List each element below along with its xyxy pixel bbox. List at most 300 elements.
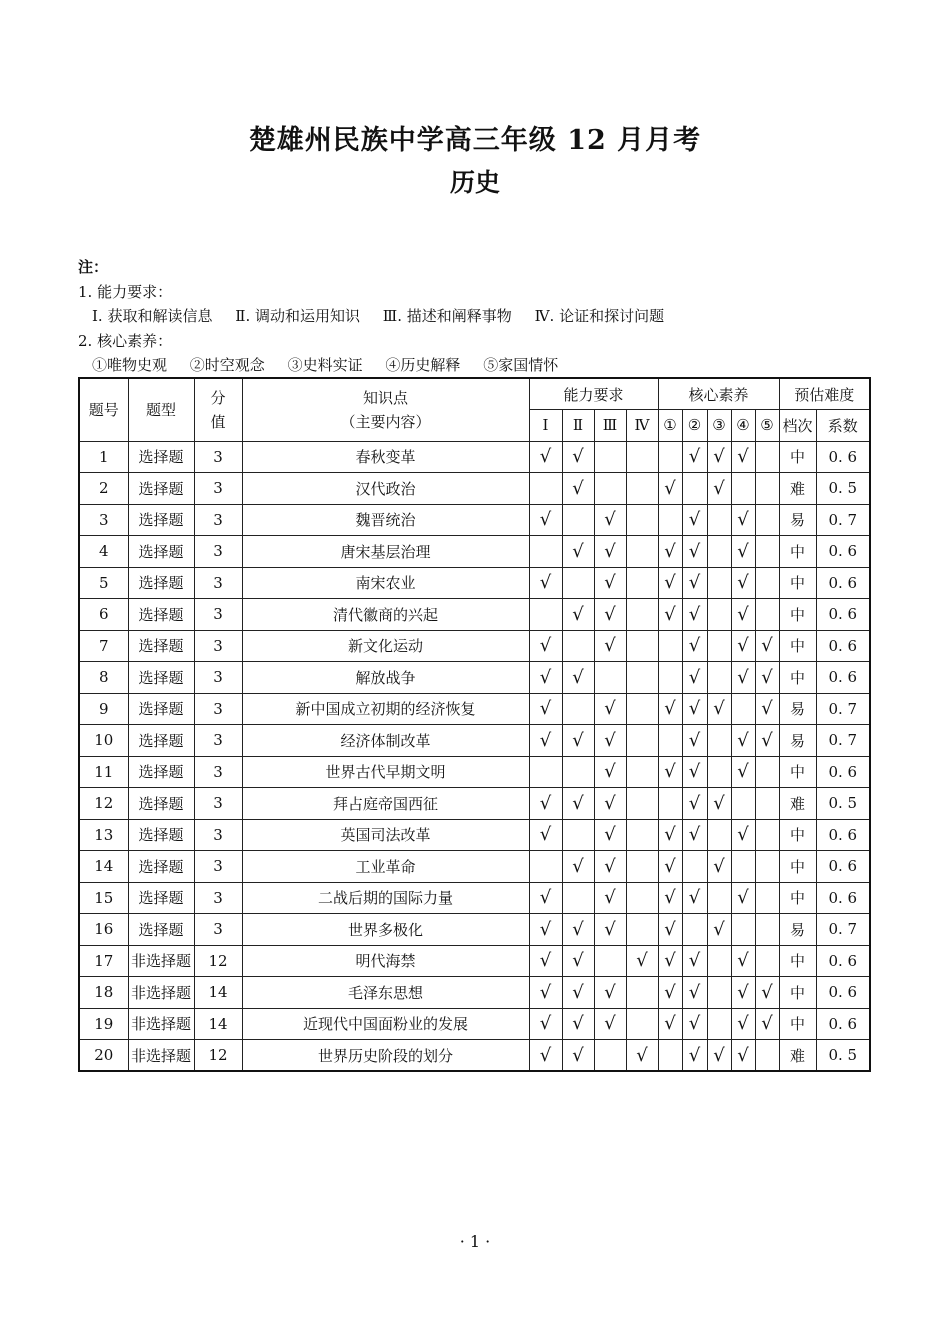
cell-literacy-4: √ — [731, 882, 755, 914]
cell-difficulty-coef: 0. 6 — [816, 441, 870, 473]
table-row — [79, 536, 870, 568]
cell-topic: 解放战争 — [242, 662, 529, 694]
cell-type: 选择题 — [128, 504, 194, 536]
cell-literacy-4: √ — [731, 599, 755, 631]
cell-literacy-3 — [707, 504, 731, 536]
cell-number: 3 — [79, 504, 128, 536]
cell-difficulty-coef: 0. 6 — [816, 630, 870, 662]
cell-literacy-2: √ — [682, 1040, 707, 1072]
cell-difficulty-level: 易 — [779, 914, 816, 946]
cell-literacy-3 — [707, 1008, 731, 1040]
table-row — [79, 1040, 870, 1072]
cell-difficulty-level: 中 — [779, 630, 816, 662]
cell-ability-4 — [626, 819, 658, 851]
cell-ability-4 — [626, 977, 658, 1009]
cell-number: 19 — [79, 1008, 128, 1040]
cell-literacy-3 — [707, 599, 731, 631]
cell-type: 选择题 — [128, 788, 194, 820]
header-score-bottom: 值 — [210, 412, 226, 431]
cell-score: 3 — [194, 473, 242, 505]
cell-ability-1: √ — [529, 819, 562, 851]
cell-literacy-4 — [731, 473, 755, 505]
cell-ability-4 — [626, 441, 658, 473]
cell-literacy-2: √ — [682, 536, 707, 568]
cell-type: 选择题 — [128, 567, 194, 599]
cell-ability-4 — [626, 914, 658, 946]
cell-ability-3: √ — [594, 819, 626, 851]
cell-difficulty-level: 中 — [779, 882, 816, 914]
header-ability-4: Ⅳ — [626, 410, 658, 442]
cell-ability-4 — [626, 788, 658, 820]
cell-difficulty-coef: 0. 6 — [816, 536, 870, 568]
cell-ability-3: √ — [594, 882, 626, 914]
cell-score: 3 — [194, 441, 242, 473]
table-row — [79, 756, 870, 788]
cell-literacy-4: √ — [731, 725, 755, 757]
cell-difficulty-coef: 0. 7 — [816, 504, 870, 536]
cell-literacy-2: √ — [682, 504, 707, 536]
cell-topic: 唐宋基层治理 — [242, 536, 529, 568]
table-row — [79, 662, 870, 694]
cell-literacy-4: √ — [731, 630, 755, 662]
cell-ability-2: √ — [562, 536, 594, 568]
cell-ability-4 — [626, 756, 658, 788]
cell-number: 2 — [79, 473, 128, 505]
cell-ability-3 — [594, 473, 626, 505]
cell-literacy-4: √ — [731, 441, 755, 473]
cell-ability-2 — [562, 504, 594, 536]
cell-number: 1 — [79, 441, 128, 473]
cell-ability-2: √ — [562, 599, 594, 631]
cell-ability-4 — [626, 693, 658, 725]
cell-literacy-4: √ — [731, 977, 755, 1009]
cell-ability-1: √ — [529, 882, 562, 914]
table-row — [79, 630, 870, 662]
cell-literacy-5 — [755, 536, 779, 568]
cell-difficulty-level: 中 — [779, 1008, 816, 1040]
cell-difficulty-coef: 0. 7 — [816, 914, 870, 946]
cell-ability-1 — [529, 756, 562, 788]
cell-literacy-3: √ — [707, 441, 731, 473]
cell-literacy-3 — [707, 662, 731, 694]
cell-ability-2: √ — [562, 788, 594, 820]
cell-ability-1: √ — [529, 441, 562, 473]
cell-difficulty-level: 中 — [779, 441, 816, 473]
header-literacy-2: ② — [682, 410, 707, 442]
header-ability-group: 能力要求 — [529, 378, 658, 410]
cell-difficulty-coef: 0. 6 — [816, 599, 870, 631]
cell-literacy-3 — [707, 536, 731, 568]
cell-literacy-1: √ — [658, 693, 682, 725]
table-row — [79, 693, 870, 725]
cell-number: 17 — [79, 945, 128, 977]
cell-difficulty-coef: 0. 6 — [816, 882, 870, 914]
literacy-item: ④历史解释 — [385, 356, 461, 374]
header-literacy-3: ③ — [707, 410, 731, 442]
cell-literacy-4: √ — [731, 662, 755, 694]
cell-ability-2 — [562, 630, 594, 662]
cell-type: 选择题 — [128, 725, 194, 757]
exam-spec-table — [78, 377, 871, 1072]
cell-score: 12 — [194, 945, 242, 977]
cell-ability-4 — [626, 536, 658, 568]
cell-literacy-1: √ — [658, 536, 682, 568]
cell-literacy-2 — [682, 473, 707, 505]
cell-literacy-2: √ — [682, 977, 707, 1009]
cell-ability-1: √ — [529, 1008, 562, 1040]
cell-literacy-3: √ — [707, 851, 731, 883]
table-row — [79, 788, 870, 820]
cell-literacy-4: √ — [731, 945, 755, 977]
cell-ability-2: √ — [562, 851, 594, 883]
cell-ability-2 — [562, 756, 594, 788]
cell-score: 3 — [194, 756, 242, 788]
cell-literacy-5 — [755, 441, 779, 473]
header-difficulty-level: 档次 — [779, 410, 816, 442]
cell-literacy-4: √ — [731, 567, 755, 599]
cell-topic: 新中国成立初期的经济恢复 — [242, 693, 529, 725]
cell-literacy-5: √ — [755, 977, 779, 1009]
cell-type: 选择题 — [128, 630, 194, 662]
cell-literacy-2: √ — [682, 945, 707, 977]
notes-label: 注： — [78, 258, 109, 276]
cell-ability-3: √ — [594, 504, 626, 536]
cell-literacy-2: √ — [682, 882, 707, 914]
cell-difficulty-level: 中 — [779, 756, 816, 788]
cell-literacy-2 — [682, 914, 707, 946]
cell-ability-2 — [562, 693, 594, 725]
cell-literacy-5 — [755, 504, 779, 536]
cell-ability-1 — [529, 473, 562, 505]
cell-type: 选择题 — [128, 599, 194, 631]
cell-literacy-2 — [682, 851, 707, 883]
cell-type: 选择题 — [128, 851, 194, 883]
header-difficulty-group: 预估难度 — [779, 378, 870, 410]
cell-difficulty-level: 中 — [779, 977, 816, 1009]
cell-topic: 拜占庭帝国西征 — [242, 788, 529, 820]
literacy-item: ③史料实证 — [287, 356, 363, 374]
literacy-item: ⑤家国情怀 — [483, 356, 559, 374]
cell-ability-1: √ — [529, 914, 562, 946]
page-number: · 1 · — [459, 1232, 491, 1251]
cell-type: 非选择题 — [128, 977, 194, 1009]
cell-literacy-5: √ — [755, 662, 779, 694]
cell-ability-2: √ — [562, 1008, 594, 1040]
cell-topic: 魏晋统治 — [242, 504, 529, 536]
cell-ability-3: √ — [594, 756, 626, 788]
cell-ability-1: √ — [529, 567, 562, 599]
cell-literacy-5: √ — [755, 693, 779, 725]
cell-literacy-3 — [707, 725, 731, 757]
cell-literacy-4: √ — [731, 504, 755, 536]
cell-ability-3 — [594, 662, 626, 694]
cell-literacy-1: √ — [658, 567, 682, 599]
cell-ability-2: √ — [562, 441, 594, 473]
cell-literacy-5 — [755, 914, 779, 946]
cell-score: 14 — [194, 1008, 242, 1040]
cell-score: 3 — [194, 567, 242, 599]
cell-literacy-4: √ — [731, 819, 755, 851]
subject-title: 历史 — [449, 168, 500, 197]
cell-topic: 二战后期的国际力量 — [242, 882, 529, 914]
cell-type: 选择题 — [128, 693, 194, 725]
cell-literacy-1 — [658, 630, 682, 662]
table-row — [79, 851, 870, 883]
cell-topic: 南宋农业 — [242, 567, 529, 599]
table-row — [79, 473, 870, 505]
cell-score: 3 — [194, 599, 242, 631]
header-ability-3: Ⅲ — [594, 410, 626, 442]
cell-difficulty-coef: 0. 6 — [816, 756, 870, 788]
cell-literacy-4: √ — [731, 756, 755, 788]
cell-ability-2 — [562, 819, 594, 851]
cell-score: 12 — [194, 1040, 242, 1072]
cell-literacy-2: √ — [682, 819, 707, 851]
cell-difficulty-level: 中 — [779, 945, 816, 977]
literacy-item: ②时空观念 — [189, 356, 265, 374]
cell-ability-3: √ — [594, 536, 626, 568]
cell-literacy-1: √ — [658, 1008, 682, 1040]
cell-literacy-1: √ — [658, 945, 682, 977]
cell-ability-4 — [626, 630, 658, 662]
cell-literacy-5 — [755, 1040, 779, 1072]
cell-score: 3 — [194, 788, 242, 820]
table-body — [79, 441, 870, 1071]
ability-item: Ⅲ. 描述和阐释事物 — [382, 307, 512, 325]
cell-type: 非选择题 — [128, 945, 194, 977]
table-row — [79, 819, 870, 851]
cell-difficulty-level: 中 — [779, 662, 816, 694]
cell-literacy-3 — [707, 756, 731, 788]
cell-ability-3: √ — [594, 851, 626, 883]
cell-type: 非选择题 — [128, 1008, 194, 1040]
ability-item: Ⅳ. 论证和探讨问题 — [534, 307, 665, 325]
header-literacy-4: ④ — [731, 410, 755, 442]
header-knowledge — [242, 378, 529, 441]
cell-ability-1 — [529, 536, 562, 568]
cell-topic: 清代徽商的兴起 — [242, 599, 529, 631]
cell-topic: 汉代政治 — [242, 473, 529, 505]
cell-literacy-1: √ — [658, 977, 682, 1009]
cell-ability-2: √ — [562, 662, 594, 694]
cell-topic: 英国司法改革 — [242, 819, 529, 851]
cell-literacy-1: √ — [658, 473, 682, 505]
cell-ability-2 — [562, 567, 594, 599]
table-row — [79, 725, 870, 757]
cell-literacy-2: √ — [682, 662, 707, 694]
cell-literacy-5: √ — [755, 1008, 779, 1040]
cell-difficulty-coef: 0. 6 — [816, 1008, 870, 1040]
cell-literacy-2: √ — [682, 630, 707, 662]
cell-literacy-1: √ — [658, 756, 682, 788]
table-row — [79, 1008, 870, 1040]
cell-literacy-2: √ — [682, 567, 707, 599]
cell-type: 选择题 — [128, 819, 194, 851]
cell-difficulty-level: 难 — [779, 1040, 816, 1072]
cell-literacy-3: √ — [707, 473, 731, 505]
cell-number: 4 — [79, 536, 128, 568]
header-literacy-group: 核心素养 — [658, 378, 779, 410]
cell-literacy-1: √ — [658, 819, 682, 851]
cell-literacy-2: √ — [682, 693, 707, 725]
cell-literacy-2: √ — [682, 756, 707, 788]
cell-type: 选择题 — [128, 914, 194, 946]
cell-number: 16 — [79, 914, 128, 946]
header-difficulty-coef: 系数 — [816, 410, 870, 442]
table-row — [79, 914, 870, 946]
cell-literacy-5 — [755, 788, 779, 820]
cell-difficulty-coef: 0. 5 — [816, 473, 870, 505]
header-score — [194, 378, 242, 441]
cell-type: 选择题 — [128, 441, 194, 473]
cell-topic: 世界历史阶段的划分 — [242, 1040, 529, 1072]
cell-literacy-4: √ — [731, 1008, 755, 1040]
cell-score: 3 — [194, 725, 242, 757]
cell-difficulty-level: 中 — [779, 851, 816, 883]
cell-score: 14 — [194, 977, 242, 1009]
cell-ability-3: √ — [594, 599, 626, 631]
cell-literacy-4: √ — [731, 536, 755, 568]
cell-ability-3: √ — [594, 630, 626, 662]
cell-difficulty-level: 易 — [779, 504, 816, 536]
table-row — [79, 945, 870, 977]
cell-ability-4 — [626, 567, 658, 599]
cell-literacy-3 — [707, 977, 731, 1009]
cell-difficulty-level: 易 — [779, 725, 816, 757]
cell-score: 3 — [194, 693, 242, 725]
cell-difficulty-level: 中 — [779, 567, 816, 599]
cell-literacy-1 — [658, 1040, 682, 1072]
cell-number: 8 — [79, 662, 128, 694]
page-title: 楚雄州民族中学高三年级 12 月月考 — [248, 125, 702, 156]
cell-ability-4 — [626, 882, 658, 914]
cell-ability-4: √ — [626, 1040, 658, 1072]
header-literacy-5: ⑤ — [755, 410, 779, 442]
cell-number: 6 — [79, 599, 128, 631]
cell-topic: 经济体制改革 — [242, 725, 529, 757]
cell-type: 选择题 — [128, 536, 194, 568]
cell-topic: 世界古代早期文明 — [242, 756, 529, 788]
cell-literacy-3: √ — [707, 1040, 731, 1072]
cell-number: 9 — [79, 693, 128, 725]
cell-topic: 毛泽东思想 — [242, 977, 529, 1009]
cell-ability-1: √ — [529, 504, 562, 536]
cell-number: 15 — [79, 882, 128, 914]
cell-literacy-1: √ — [658, 599, 682, 631]
cell-ability-1: √ — [529, 977, 562, 1009]
cell-topic: 春秋变革 — [242, 441, 529, 473]
cell-literacy-3 — [707, 819, 731, 851]
cell-literacy-1 — [658, 662, 682, 694]
cell-number: 18 — [79, 977, 128, 1009]
cell-literacy-1: √ — [658, 851, 682, 883]
cell-ability-3: √ — [594, 977, 626, 1009]
cell-ability-3: √ — [594, 1008, 626, 1040]
cell-ability-1: √ — [529, 630, 562, 662]
cell-score: 3 — [194, 536, 242, 568]
cell-literacy-5 — [755, 945, 779, 977]
header-knowledge-top: 知识点 — [362, 388, 408, 407]
cell-ability-1: √ — [529, 662, 562, 694]
cell-ability-4 — [626, 1008, 658, 1040]
cell-score: 3 — [194, 662, 242, 694]
cell-type: 选择题 — [128, 882, 194, 914]
cell-literacy-2: √ — [682, 441, 707, 473]
cell-literacy-2: √ — [682, 599, 707, 631]
cell-literacy-2: √ — [682, 788, 707, 820]
cell-number: 13 — [79, 819, 128, 851]
cell-literacy-4 — [731, 693, 755, 725]
cell-difficulty-coef: 0. 7 — [816, 693, 870, 725]
cell-score: 3 — [194, 882, 242, 914]
literacy-list — [78, 353, 664, 378]
table-row — [79, 977, 870, 1009]
cell-difficulty-coef: 0. 6 — [816, 945, 870, 977]
cell-type: 选择题 — [128, 662, 194, 694]
cell-literacy-5 — [755, 599, 779, 631]
cell-literacy-4 — [731, 788, 755, 820]
cell-literacy-1 — [658, 725, 682, 757]
ability-item: Ⅰ. 获取和解读信息 — [92, 307, 213, 325]
cell-topic: 近现代中国面粉业的发展 — [242, 1008, 529, 1040]
cell-literacy-3 — [707, 630, 731, 662]
cell-ability-2: √ — [562, 725, 594, 757]
cell-difficulty-level: 难 — [779, 473, 816, 505]
cell-literacy-3 — [707, 567, 731, 599]
cell-ability-3: √ — [594, 788, 626, 820]
cell-difficulty-level: 易 — [779, 693, 816, 725]
ability-heading: 1. 能力要求： — [78, 282, 173, 301]
table-row — [79, 882, 870, 914]
header-ability-2: Ⅱ — [562, 410, 594, 442]
cell-difficulty-coef: 0. 5 — [816, 788, 870, 820]
cell-ability-1: √ — [529, 788, 562, 820]
cell-number: 11 — [79, 756, 128, 788]
cell-literacy-1: √ — [658, 882, 682, 914]
cell-literacy-5 — [755, 473, 779, 505]
cell-ability-3: √ — [594, 914, 626, 946]
cell-difficulty-coef: 0. 7 — [816, 725, 870, 757]
cell-number: 14 — [79, 851, 128, 883]
cell-topic: 明代海禁 — [242, 945, 529, 977]
cell-ability-2: √ — [562, 977, 594, 1009]
header-type: 题型 — [128, 378, 194, 441]
cell-ability-4: √ — [626, 945, 658, 977]
cell-ability-1: √ — [529, 693, 562, 725]
cell-number: 12 — [79, 788, 128, 820]
cell-difficulty-level: 中 — [779, 819, 816, 851]
table-row — [79, 504, 870, 536]
cell-ability-2: √ — [562, 945, 594, 977]
cell-score: 3 — [194, 504, 242, 536]
cell-difficulty-coef: 0. 6 — [816, 567, 870, 599]
table-row — [79, 567, 870, 599]
cell-literacy-4 — [731, 851, 755, 883]
cell-literacy-5: √ — [755, 630, 779, 662]
header-row-1 — [79, 378, 870, 410]
cell-ability-2 — [562, 882, 594, 914]
cell-ability-4 — [626, 662, 658, 694]
literacy-item: ①唯物史观 — [92, 356, 168, 374]
cell-difficulty-level: 难 — [779, 788, 816, 820]
cell-topic: 工业革命 — [242, 851, 529, 883]
cell-ability-4 — [626, 725, 658, 757]
cell-difficulty-coef: 0. 6 — [816, 977, 870, 1009]
header-ability-1: Ⅰ — [529, 410, 562, 442]
cell-ability-1 — [529, 851, 562, 883]
cell-score: 3 — [194, 819, 242, 851]
cell-literacy-5 — [755, 882, 779, 914]
